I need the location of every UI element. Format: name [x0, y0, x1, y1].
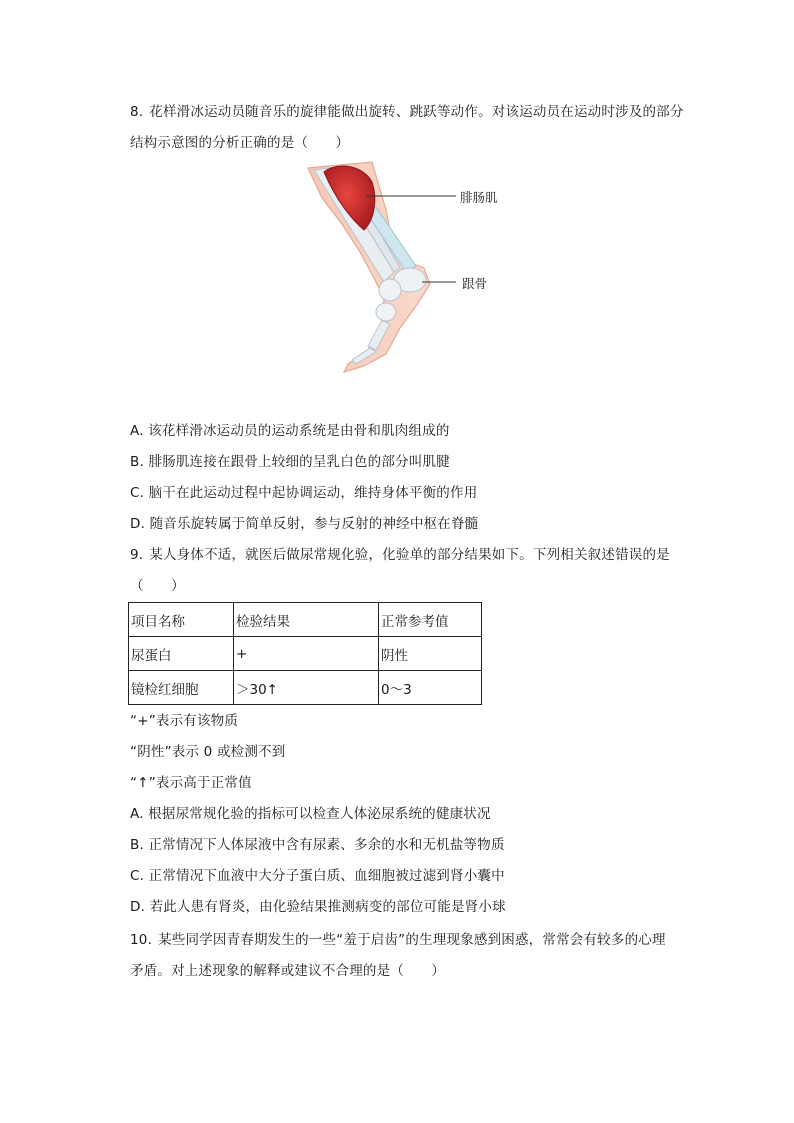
- q9-option-d: D. 若此人患有肾炎，由化验结果推测病变的部位可能是肾小球: [130, 899, 506, 915]
- q8-option-d: D. 随音乐旋转属于简单反射，参与反射的神经中枢在脊髓: [130, 516, 479, 532]
- q10-stem-line1: 10. 某些同学因青春期发生的一些“羞于启齿”的生理现象感到困惑，常常会有较多的心理: [130, 932, 666, 948]
- leg-anatomy-figure: [290, 160, 530, 385]
- label-calcaneus: 跟骨: [462, 276, 488, 291]
- q9-note-arrow: “↑”表示高于正常值: [130, 775, 252, 791]
- q9-option-a: A. 根据尿常规化验的指标可以检查人体泌尿系统的健康状况: [130, 806, 491, 822]
- table-cell: ＞30↑: [234, 671, 379, 705]
- q9-option-c: C. 正常情况下血液中大分子蛋白质、血细胞被过滤到肾小囊中: [130, 868, 505, 884]
- lab-results-table: [128, 602, 482, 705]
- label-gastrocnemius: 腓肠肌: [460, 190, 498, 205]
- table-cell: +: [234, 637, 379, 671]
- table-cell: 0～3: [379, 671, 482, 705]
- tarsal-bone: [376, 303, 396, 321]
- table-header-row: [129, 603, 482, 637]
- q10-stem-line2: 矛盾。对上述现象的解释或建议不合理的是（ ）: [130, 963, 446, 979]
- q9-stem-line2: （ ）: [130, 578, 185, 594]
- table-row: [129, 637, 482, 671]
- table-header-cell: 项目名称: [129, 603, 234, 637]
- q8-stem-line2: 结构示意图的分析正确的是（ ）: [130, 135, 350, 151]
- q8-stem-line1: 8. 花样滑冰运动员随音乐的旋律能做出旋转、跳跃等动作。对该运动员在运动时涉及的部分: [130, 104, 684, 120]
- q10-number: 10.: [130, 932, 153, 948]
- q8-option-b: B. 腓肠肌连接在跟骨上较细的呈乳白色的部分叫肌腱: [130, 454, 450, 470]
- table-header-cell: 检验结果: [234, 603, 379, 637]
- table-row: [129, 671, 482, 705]
- q9-option-b: B. 正常情况下人体尿液中含有尿素、多余的水和无机盐等物质: [130, 837, 505, 853]
- q8-option-a: A. 该花样滑冰运动员的运动系统是由骨和肌肉组成的: [130, 423, 450, 439]
- table-header-cell: 正常参考值: [379, 603, 482, 637]
- q9-note-negative: “阴性”表示 0 或检测不到: [130, 744, 286, 760]
- q9-note-plus: “+”表示有该物质: [130, 713, 239, 729]
- q9-stem-line1: 9. 某人身体不适，就医后做尿常规化验，化验单的部分结果如下。下列相关叙述错误的是: [130, 547, 670, 563]
- table-cell: 尿蛋白: [129, 637, 234, 671]
- ankle-bone: [379, 279, 401, 301]
- q9-number: 9.: [130, 547, 144, 563]
- q8-option-c: C. 脑干在此运动过程中起协调运动，维持身体平衡的作用: [130, 485, 478, 501]
- table-cell: 镜检红细胞: [129, 671, 234, 705]
- table-cell: 阴性: [379, 637, 482, 671]
- q8-number: 8.: [130, 104, 144, 120]
